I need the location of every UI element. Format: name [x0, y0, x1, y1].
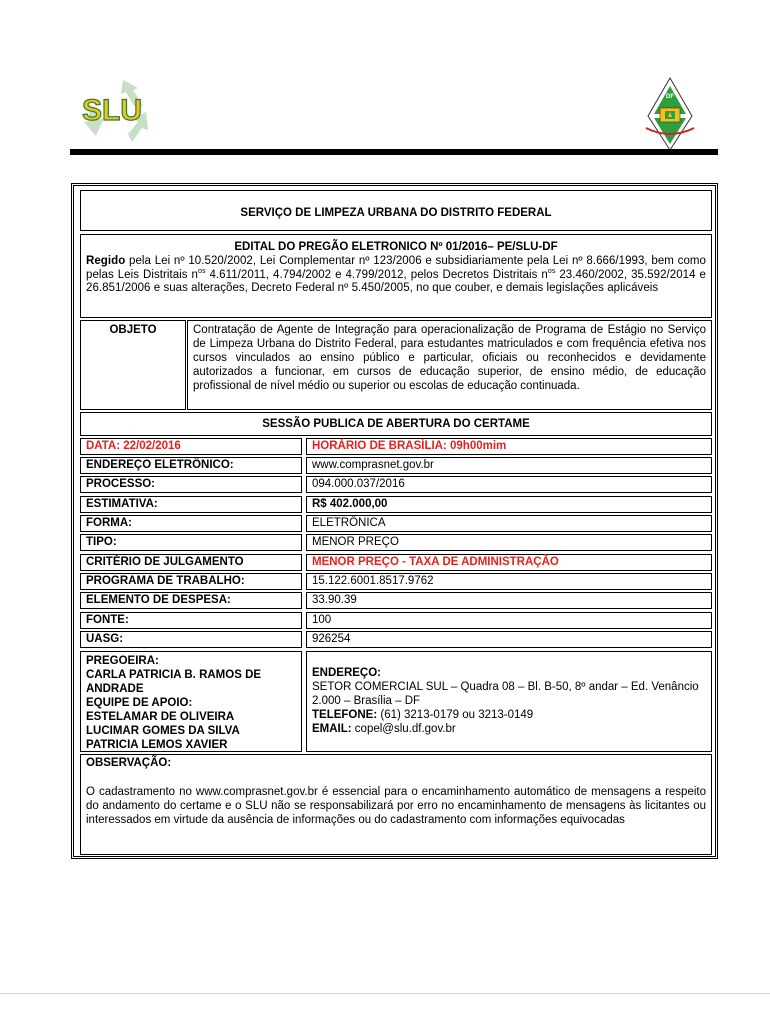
uasg-label: UASG: — [80, 631, 302, 648]
equipe-member: PATRICIA LEMOS XAVIER — [86, 739, 228, 751]
equipe-member: ESTELAMAR DE OLIVEIRA — [86, 711, 235, 723]
objeto-label: OBJETO — [80, 320, 186, 410]
df-emblem-text: DF — [666, 94, 674, 100]
slu-logo-text: SLU — [82, 94, 142, 127]
slu-logo — [78, 76, 168, 146]
sessao-title-box — [80, 412, 712, 436]
header-rule — [70, 149, 718, 155]
uasg-value: 926254 — [306, 631, 712, 648]
endereco-label: ENDEREÇO: — [312, 667, 382, 679]
email-line: EMAIL: copel@slu.df.gov.br — [312, 723, 456, 735]
observacao-box — [80, 754, 712, 855]
tipo-label: TIPO: — [80, 534, 302, 551]
horario-value: HORÁRIO DE BRASÍLIA: 09h00mim — [306, 438, 712, 455]
programa-value: 15.122.6001.8517.9762 — [306, 573, 712, 590]
pregoeira-box — [80, 651, 302, 752]
observacao-text: O cadastramento no www.comprasnet.gov.br é essencial para o encaminhamento automático de mensagens a respeito do andamento do certame e o SLU não se responsabilizará por erro no encaminhamento de mensagens às licitantes ou interessados em virtude da ausência de informações ou do cadastramento com informações equivocadas — [86, 786, 706, 826]
sessao-title: SESSÃO PUBLICA DE ABERTURA DO CERTAME — [262, 418, 530, 430]
df-emblem — [640, 76, 700, 152]
document-title: SERVIÇO DE LIMPEZA URBANA DO DISTRITO FEDERAL — [240, 207, 552, 219]
legal-basis-text: Regido pela Lei nº 10.520/2002, Lei Complementar nº 123/2006 e subsidiariamente pela Lei nº 8.666/1993, bem como pelas Leis Distritais $n^{os}$ 4.611/2011, 4.794/2002 e 4.799/2012, pelos Decretos Distritais $n^{os}$ 23.460/2002, 35.592/2014 e 26.851/2006 e suas alterações, Decreto Federal nº 5.450/2005, no que couber, e demais legislações aplicáveis — [86, 255, 706, 294]
equipe-member: LUCIMAR GOMES DA SILVA — [86, 725, 240, 737]
pregoeira-heading: PREGOEIRA: — [86, 655, 159, 667]
page-bottom-rule — [0, 993, 770, 994]
fonte-value: 100 — [306, 612, 712, 629]
edital-document — [71, 183, 718, 859]
estimativa-value: R$ 402.000,00 — [306, 496, 712, 513]
fonte-label: FONTE: — [80, 612, 302, 629]
forma-value: ELETRÔNICA — [306, 515, 712, 532]
edital-title: EDITAL DO PREGÃO ELETRONICO Nº 01/2016– PE/SLU-DF — [234, 241, 558, 253]
equipe-apoio-heading: EQUIPE DE APOIO: — [86, 697, 193, 709]
data-label: DATA: 22/02/2016 — [80, 438, 302, 455]
criterio-label: CRITÉRIO DE JULGAMENTO — [80, 554, 302, 571]
endereco-text: SETOR COMERCIAL SUL – Quadra 08 – Bl. B-50, 8º andar – Ed. Venâncio 2.000 – Brasília – DF — [312, 681, 699, 707]
objeto-text: Contratação de Agente de Integração para operacionalização de Programa de Estágio no Serviço de Limpeza Urbana do Distrito Federal, para estudantes matriculados e com frequência efetiva nos cursos vinculados ao ensino público e particular, oficiais ou reconhecidos e devidamente autorizados a funcionar, em cursos de educação superior, de ensino médio, de educação profissional de nível médio ou superior ou escolas de educação continuada. — [187, 320, 712, 410]
processo-label: PROCESSO: — [80, 476, 302, 493]
estimativa-label: ESTIMATIVA: — [80, 496, 302, 513]
processo-value: 094.000.037/2016 — [306, 476, 712, 493]
forma-label: FORMA: — [80, 515, 302, 532]
tipo-value: MENOR PREÇO — [306, 534, 712, 551]
edital-box — [80, 234, 712, 318]
telefone-line: TELEFONE: (61) 3213-0179 ou 3213-0149 — [312, 709, 534, 721]
pregoeira-name: CARLA PATRICIA B. RAMOS DE ANDRADE — [86, 669, 262, 695]
programa-label: PROGRAMA DE TRABALHO: — [80, 573, 302, 590]
endereco-eletronico-value: www.comprasnet.gov.br — [306, 457, 712, 474]
elemento-value: 33.90.39 — [306, 592, 712, 609]
criterio-value: MENOR PREÇO - TAXA DE ADMINISTRAÇÃO — [306, 554, 712, 571]
endereco-eletronico-label: ENDEREÇO ELETRÔNICO: — [80, 457, 302, 474]
contact-box — [306, 651, 712, 752]
elemento-label: ELEMENTO DE DESPESA: — [80, 592, 302, 609]
document-title-box — [80, 190, 712, 231]
observacao-title: OBSERVAÇÃO: — [86, 757, 172, 769]
